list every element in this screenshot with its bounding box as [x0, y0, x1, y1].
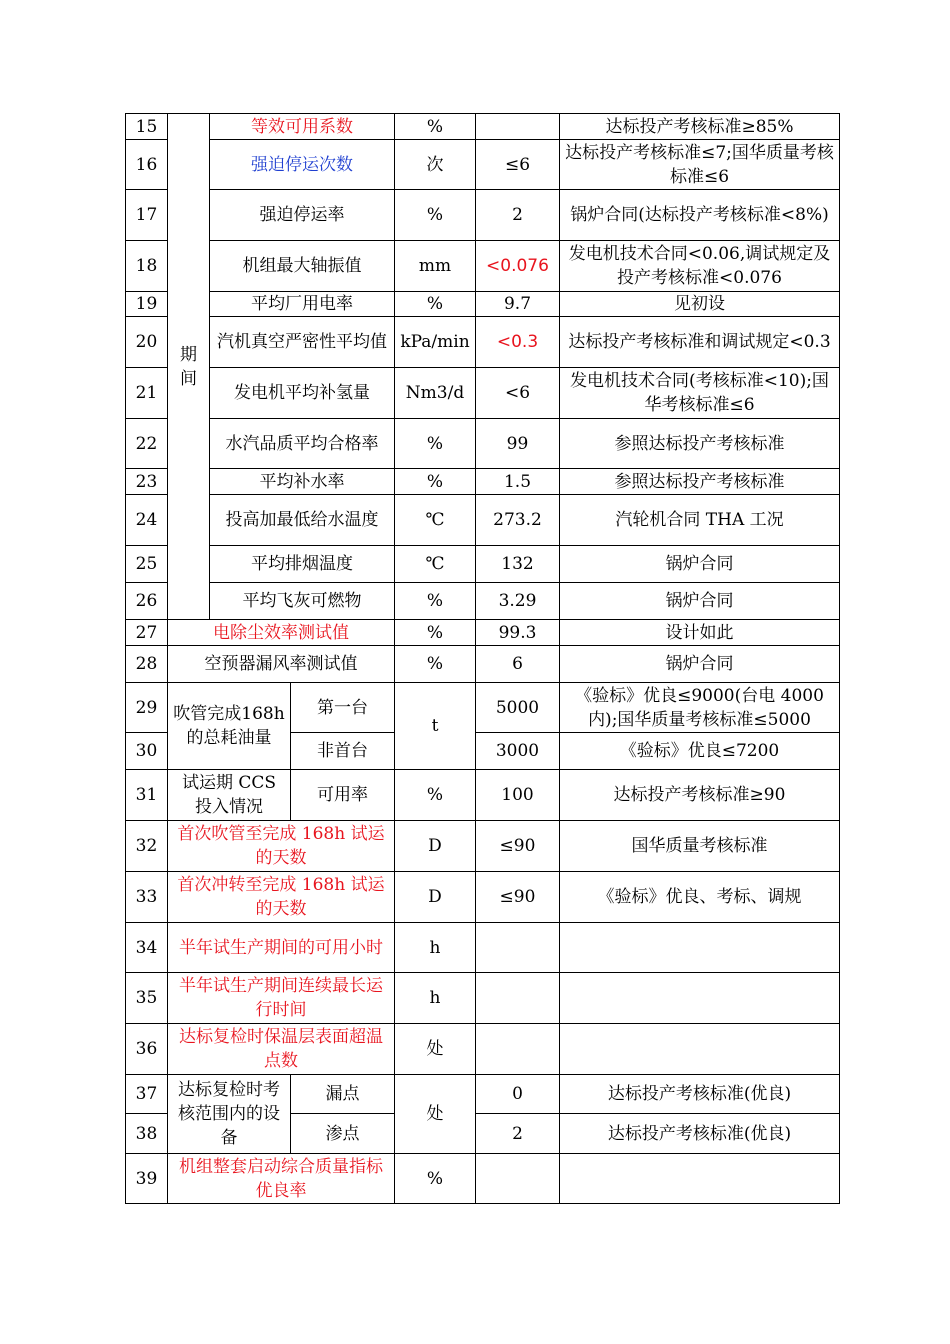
value: 2: [476, 190, 560, 241]
item-name: 平均厂用电率: [210, 292, 395, 317]
row-number: 25: [126, 546, 168, 583]
note: [560, 923, 840, 973]
unit: Nm3/d: [395, 368, 476, 419]
item-name: 强迫停运率: [210, 190, 395, 241]
item-name: 平均飞灰可燃物: [210, 583, 395, 620]
table-row: [126, 241, 840, 292]
row-number: 19: [126, 292, 168, 317]
value: 99: [476, 419, 560, 469]
row-number: 23: [126, 469, 168, 495]
item-name: 半年试生产期间的可用小时: [168, 923, 395, 973]
row-number: 28: [126, 646, 168, 683]
table-row: [126, 973, 840, 1024]
table-row: [126, 1075, 840, 1114]
table-row: [126, 821, 840, 872]
unit: D: [395, 821, 476, 872]
note: 设计如此: [560, 620, 840, 646]
row-number: 32: [126, 821, 168, 872]
row-number: 36: [126, 1024, 168, 1075]
item-name: 投高加最低给水温度: [210, 495, 395, 546]
row-number: 16: [126, 140, 168, 190]
item-name: 漏点: [291, 1075, 395, 1114]
row-number: 26: [126, 583, 168, 620]
item-name: 机组最大轴振值: [210, 241, 395, 292]
note: 锅炉合同(达标投产考核标准<8%): [560, 190, 840, 241]
note: [560, 973, 840, 1024]
value: 99.3: [476, 620, 560, 646]
value: [476, 1154, 560, 1204]
item-name: 达标复检时保温层表面超温点数: [168, 1024, 395, 1075]
table-row: [126, 368, 840, 419]
value: <0.076: [476, 241, 560, 292]
note: 锅炉合同: [560, 646, 840, 683]
table-row: [126, 469, 840, 495]
group-label: 达标复检时考核范围内的设备: [168, 1075, 291, 1154]
table-row: [126, 583, 840, 620]
table-row: [126, 419, 840, 469]
table-row: [126, 495, 840, 546]
row-number: 31: [126, 770, 168, 821]
value: 0: [476, 1075, 560, 1114]
item-name: 强迫停运次数: [210, 140, 395, 190]
unit: t: [395, 683, 476, 770]
table-row: [126, 317, 840, 368]
note: [560, 1154, 840, 1204]
value: [476, 114, 560, 140]
note: 见初设: [560, 292, 840, 317]
item-name: 可用率: [291, 770, 395, 821]
table-row: [126, 292, 840, 317]
unit: %: [395, 770, 476, 821]
note: 达标投产考核标准(优良): [560, 1114, 840, 1154]
note: 参照达标投产考核标准: [560, 419, 840, 469]
value: 6: [476, 646, 560, 683]
unit: %: [395, 292, 476, 317]
note: 《验标》优良、考标、调规: [560, 872, 840, 923]
note: 发电机技术合同<0.06,调试规定及投产考核标准<0.076: [560, 241, 840, 292]
item-name: 水汽品质平均合格率: [210, 419, 395, 469]
value: ≤6: [476, 140, 560, 190]
note: 《验标》优良≤9000(台电 4000 内);国华质量考核标准≤5000: [560, 683, 840, 733]
row-number: 30: [126, 733, 168, 770]
unit: 处: [395, 1024, 476, 1075]
unit: 处: [395, 1075, 476, 1154]
value: 5000: [476, 683, 560, 733]
row-number: 35: [126, 973, 168, 1024]
note: 达标投产考核标准和调试规定<0.3: [560, 317, 840, 368]
table-row: [126, 1024, 840, 1075]
row-number: 37: [126, 1075, 168, 1114]
unit: kPa/min: [395, 317, 476, 368]
item-name: 渗点: [291, 1114, 395, 1154]
table-row: [126, 683, 840, 733]
row-number: 15: [126, 114, 168, 140]
unit: mm: [395, 241, 476, 292]
unit: %: [395, 646, 476, 683]
row-number: 27: [126, 620, 168, 646]
unit: %: [395, 190, 476, 241]
note: 达标投产考核标准(优良): [560, 1075, 840, 1114]
value: 100: [476, 770, 560, 821]
note: 达标投产考核标准≥90: [560, 770, 840, 821]
unit: %: [395, 114, 476, 140]
unit: %: [395, 469, 476, 495]
note: 参照达标投产考核标准: [560, 469, 840, 495]
item-name: 非首台: [291, 733, 395, 770]
note: 《验标》优良≤7200: [560, 733, 840, 770]
note: 达标投产考核标准≤7;国华质量考核标准≤6: [560, 140, 840, 190]
value: <0.3: [476, 317, 560, 368]
row-number: 20: [126, 317, 168, 368]
value: 1.5: [476, 469, 560, 495]
table-row: [126, 620, 840, 646]
unit: 次: [395, 140, 476, 190]
table-row: [126, 923, 840, 973]
group-label: 吹管完成168h 的总耗油量: [168, 683, 291, 770]
table-row: [126, 646, 840, 683]
unit: h: [395, 973, 476, 1024]
value: ≤90: [476, 821, 560, 872]
item-name: 发电机平均补氢量: [210, 368, 395, 419]
item-name: 平均排烟温度: [210, 546, 395, 583]
value: 3.29: [476, 583, 560, 620]
unit: %: [395, 419, 476, 469]
value: ≤90: [476, 872, 560, 923]
item-name: 平均补水率: [210, 469, 395, 495]
value: 132: [476, 546, 560, 583]
row-number: 24: [126, 495, 168, 546]
group-label: 试运期 CCS 投入情况: [168, 770, 291, 821]
note: 汽轮机合同 THA 工况: [560, 495, 840, 546]
item-name: 汽机真空严密性平均值: [210, 317, 395, 368]
unit: ℃: [395, 546, 476, 583]
row-number: 34: [126, 923, 168, 973]
note: 锅炉合同: [560, 583, 840, 620]
unit: %: [395, 1154, 476, 1204]
unit: h: [395, 923, 476, 973]
row-number: 22: [126, 419, 168, 469]
table-row: [126, 1154, 840, 1204]
table-row: [126, 114, 840, 140]
item-name: 等效可用系数: [210, 114, 395, 140]
value: [476, 973, 560, 1024]
value: [476, 923, 560, 973]
note: 国华质量考核标准: [560, 821, 840, 872]
value: [476, 1024, 560, 1075]
note: [560, 1024, 840, 1075]
item-name: 第一台: [291, 683, 395, 733]
table-row: [126, 140, 840, 190]
row-number: 18: [126, 241, 168, 292]
table-row: [126, 872, 840, 923]
value: 2: [476, 1114, 560, 1154]
indicator-table: [125, 113, 840, 1204]
value: 9.7: [476, 292, 560, 317]
value: 3000: [476, 733, 560, 770]
unit: D: [395, 872, 476, 923]
unit: %: [395, 620, 476, 646]
unit: ℃: [395, 495, 476, 546]
value: <6: [476, 368, 560, 419]
item-name: 首次冲转至完成 168h 试运的天数: [168, 872, 395, 923]
note: 发电机技术合同(考核标准<10);国华考核标准≤6: [560, 368, 840, 419]
table-row: [126, 770, 840, 821]
row-number: 39: [126, 1154, 168, 1204]
row-number: 17: [126, 190, 168, 241]
row-number: 33: [126, 872, 168, 923]
table-row: [126, 190, 840, 241]
note: 锅炉合同: [560, 546, 840, 583]
row-number: 21: [126, 368, 168, 419]
row-number: 38: [126, 1114, 168, 1154]
item-name: 机组整套启动综合质量指标优良率: [168, 1154, 395, 1204]
period-label: 期 间: [168, 114, 210, 620]
row-number: 29: [126, 683, 168, 733]
item-name: 空预器漏风率测试值: [168, 646, 395, 683]
item-name: 电除尘效率测试值: [168, 620, 395, 646]
unit: %: [395, 583, 476, 620]
item-name: 半年试生产期间连续最长运行时间: [168, 973, 395, 1024]
note: 达标投产考核标准≥85%: [560, 114, 840, 140]
value: 273.2: [476, 495, 560, 546]
item-name: 首次吹管至完成 168h 试运的天数: [168, 821, 395, 872]
table-row: [126, 546, 840, 583]
